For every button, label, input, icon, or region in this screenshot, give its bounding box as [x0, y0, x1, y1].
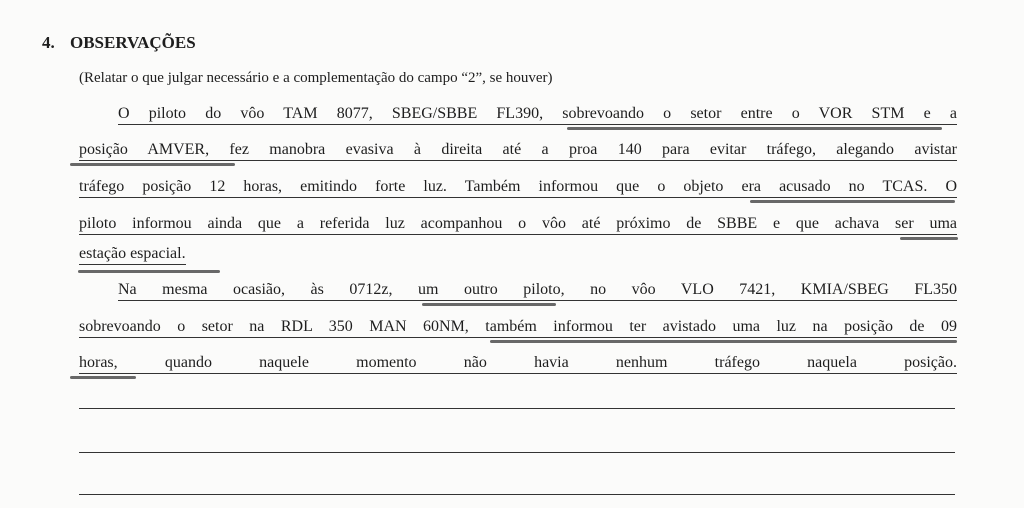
paragraph-line: posição AMVER, fez manobra evasiva à direita até a proa 140 para evitar tráfego, alegando avistar [79, 141, 957, 161]
blank-line [79, 452, 955, 453]
section-number: 4. [42, 33, 55, 52]
pen-underline-mark [490, 340, 957, 343]
paragraph-line: Na mesma ocasião, às 0712z, um outro piloto, no vôo VLO 7421, KMIA/SBEG FL350 [118, 281, 957, 301]
paragraph-line: horas, quando naquele momento não havia nenhum tráfego naquela posição. [79, 354, 957, 374]
pen-underline-mark [70, 163, 235, 166]
paragraph-line: sobrevoando o setor na RDL 350 MAN 60NM, também informou ter avistado uma luz na posição de 09 [79, 318, 957, 338]
blank-line [79, 408, 955, 409]
pen-underline-mark [750, 200, 955, 203]
section-title: OBSERVAÇÕES [70, 33, 196, 52]
paragraph-line: estação espacial. [79, 245, 186, 265]
pen-underline-mark [900, 237, 958, 240]
pen-underline-mark [78, 270, 220, 273]
blank-line [79, 494, 955, 495]
pen-underline-mark [567, 127, 942, 130]
pen-underline-mark [422, 303, 556, 306]
paragraph-line: O piloto do vôo TAM 8077, SBEG/SBBE FL390, sobrevoando o setor entre o VOR STM e a [118, 105, 957, 125]
instruction-text: (Relatar o que julgar necessário e a complementação do campo “2”, se houver) [79, 70, 553, 86]
pen-underline-mark [70, 376, 136, 379]
paragraph-line: piloto informou ainda que a referida luz acompanhou o vôo até próximo de SBBE e que achava ser uma [79, 215, 957, 235]
paragraph-line: tráfego posição 12 horas, emitindo forte luz. Também informou que o objeto era acusado no TCAS. O [79, 178, 957, 198]
